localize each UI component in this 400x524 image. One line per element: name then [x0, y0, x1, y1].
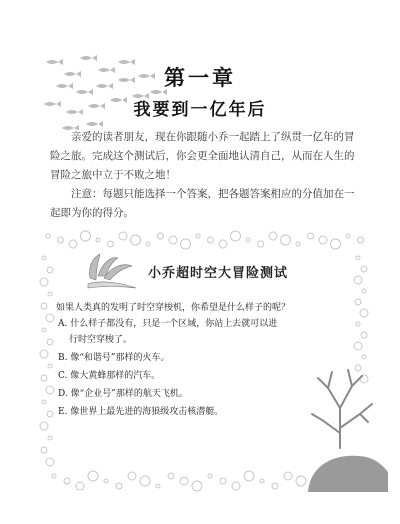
- bubble-icon: [46, 234, 50, 238]
- intro-text: [50, 128, 356, 223]
- bubble-icon: [40, 422, 48, 430]
- bubble-icon: [360, 309, 368, 317]
- bubble-icon: [220, 478, 226, 484]
- bubble-icon: [131, 235, 141, 245]
- bubble-icon: [308, 233, 314, 239]
- bubble-icon: [46, 314, 54, 322]
- bubble-icon: [119, 232, 127, 240]
- bubble-icon: [356, 322, 360, 326]
- intro-note: 注意：每题只能选择一个答案，把各题答案相应的分值加在一起即为你的得分。: [50, 188, 355, 219]
- quiz-heading: 小乔超时空大冒险测试: [148, 266, 289, 281]
- bubble-icon: [48, 436, 52, 440]
- seaweed-icon: [88, 254, 136, 288]
- coral-icon: [312, 370, 372, 448]
- bubble-icon: [108, 241, 114, 247]
- bubble-icon: [232, 482, 240, 490]
- bubble-icon: [116, 483, 122, 489]
- quiz-options: [58, 316, 308, 422]
- bubble-icon: [76, 482, 84, 490]
- bubble-icon: [40, 350, 48, 358]
- bubble-icon: [48, 292, 52, 296]
- bubble-icon: [158, 233, 164, 239]
- bubble-icon: [362, 289, 366, 293]
- bubble-icon: [64, 478, 70, 484]
- chapter-title: 我要到一亿年后: [133, 100, 267, 120]
- bubble-icon: [258, 241, 264, 247]
- option-d[interactable]: D. 像“企业号”那样的航天飞机。: [58, 389, 188, 399]
- bubble-icon: [88, 471, 98, 481]
- bubble-icon: [354, 342, 362, 350]
- fish-icon: [80, 55, 97, 61]
- bubble-icon: [219, 240, 227, 248]
- bubble-icon: [42, 328, 46, 332]
- bubble-icon: [361, 332, 367, 338]
- bubble-icon: [356, 256, 360, 260]
- bubble-icon: [46, 386, 54, 394]
- bubble-icon: [41, 375, 47, 381]
- option-b[interactable]: B. 像“和谐号”那样的火车。: [58, 353, 170, 363]
- bubble-icon: [69, 240, 77, 248]
- quiz-question: 如果人类真的发明了时空穿梭机，你希望是什么样子的呢？: [56, 303, 291, 313]
- bubble-icon: [244, 471, 254, 481]
- bubble-icon: [196, 234, 200, 238]
- bubble-icon: [180, 477, 188, 485]
- bubble-icon: [192, 481, 202, 491]
- bubble-icon: [96, 238, 100, 242]
- option-a[interactable]: [58, 316, 308, 348]
- bubble-icon: [41, 303, 47, 309]
- bubble-icon: [41, 447, 47, 453]
- bubble-icon: [42, 256, 46, 260]
- bubble-icon: [168, 473, 174, 479]
- bubble-icon: [156, 484, 160, 488]
- bubble-icon: [354, 276, 362, 284]
- bubble-icon: [47, 339, 53, 345]
- option-e[interactable]: E. 像世界上最先进的海狼级攻击核潜艇。: [58, 407, 224, 417]
- bubble-icon: [362, 355, 366, 359]
- bubble-icon: [208, 237, 214, 243]
- bubble-icon: [52, 474, 56, 478]
- bubble-icon: [169, 236, 177, 244]
- bubble-icon: [355, 299, 361, 305]
- bubble-icon: [284, 472, 292, 480]
- bubble-icon: [346, 234, 350, 238]
- bubble-icon: [58, 237, 64, 243]
- bubble-icon: [46, 458, 54, 466]
- bubble-icon: [42, 400, 46, 404]
- option-a-line2: 行时空穿梭了。: [69, 335, 133, 345]
- bubble-icon: [140, 476, 150, 486]
- bubble-icon: [104, 479, 108, 483]
- bubble-icon: [48, 364, 52, 368]
- bubble-icon: [81, 231, 91, 241]
- bubble-icon: [40, 278, 48, 286]
- bubble-icon: [208, 474, 212, 478]
- bubble-icon: [47, 411, 53, 417]
- bubble-icon: [358, 237, 364, 243]
- bubble-icon: [296, 476, 306, 486]
- fish-icon: [86, 121, 103, 127]
- bubble-icon: [231, 231, 241, 241]
- bubble-icon: [281, 235, 291, 245]
- bubble-icon: [146, 242, 150, 246]
- chapter-number: 第一章: [164, 66, 236, 90]
- bubble-icon: [246, 238, 250, 242]
- option-a-line1: A. 什么样子都没有，只是一个区域，你站上去就可以进: [58, 319, 278, 329]
- bubble-icon: [181, 239, 191, 249]
- bubble-icon: [331, 239, 341, 249]
- bubble-icon: [319, 236, 327, 244]
- bubble-icon: [47, 267, 53, 273]
- seabed-shape: [308, 456, 388, 492]
- bubble-icon: [361, 266, 367, 272]
- bubble-icon: [355, 365, 361, 371]
- option-c[interactable]: C. 像大黄蜂那样的汽车。: [58, 371, 161, 381]
- bubble-icon: [272, 483, 278, 489]
- bubble-icon: [260, 479, 264, 483]
- intro-paragraph: 亲爱的读者朋友，现在你跟随小乔一起踏上了纵贯一亿年的冒险之旅。完成这个测试后，你会更全面地认清自己，从而在人生的冒险之旅中立于不败之地！: [50, 131, 355, 181]
- bubble-icon: [128, 472, 136, 480]
- bubble-icon: [296, 242, 300, 246]
- bubble-icon: [269, 232, 277, 240]
